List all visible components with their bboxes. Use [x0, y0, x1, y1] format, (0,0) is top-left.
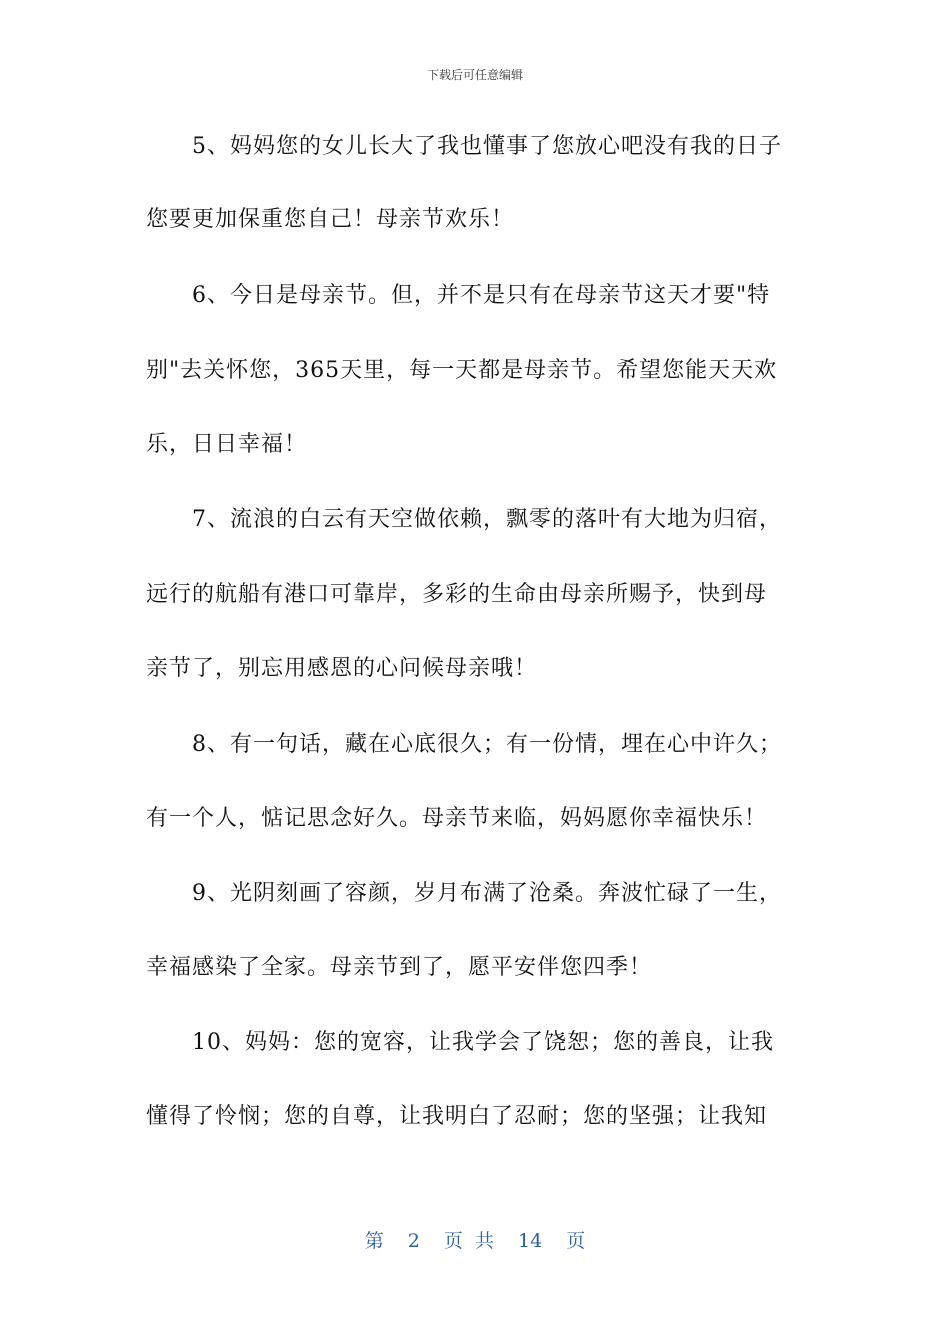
paragraph-9-line-2: 幸福感染了全家。母亲节到了，愿平安伴您四季！: [146, 955, 653, 980]
footer-prefix: 第: [364, 1230, 384, 1252]
paragraph-8-line-2: 有一个人，惦记思念好久。母亲节来临，妈妈愿你幸福快乐！: [146, 806, 768, 831]
footer-middle: 页 共: [443, 1230, 494, 1252]
footer-suffix: 页: [566, 1230, 586, 1252]
paragraph-5-line-2: 您要更加保重您自己！母亲节欢乐！: [146, 207, 515, 232]
page-header-note: 下载后可任意编辑: [426, 68, 523, 82]
paragraph-6-line-1: 6、今日是母亲节。但，并不是只有在母亲节这天才要"特: [192, 283, 771, 308]
paragraph-10-line-1: 10、妈妈：您的宽容，让我学会了饶恕；您的善良，让我: [192, 1030, 774, 1055]
footer-total-pages: 14: [518, 1230, 543, 1252]
paragraph-9-line-1: 9、光阴刻画了容颜，岁月布满了沧桑。奔波忙碌了一生，: [192, 881, 782, 906]
paragraph-7-line-1: 7、流浪的白云有天空做依赖，飘零的落叶有大地为归宿，: [192, 507, 782, 532]
page-number-footer: [0, 1226, 950, 1253]
paragraph-6-line-2: 别"去关怀您，365天里，每一天都是母亲节。希望您能天天欢: [146, 358, 778, 383]
paragraph-10-line-2: 懂得了怜悯；您的自尊，让我明白了忍耐；您的坚强；让我知: [146, 1104, 768, 1129]
paragraph-5-line-1: 5、妈妈您的女儿长大了我也懂事了您放心吧没有我的日子: [192, 134, 782, 159]
paragraph-7-line-2: 远行的航船有港口可靠岸，多彩的生命由母亲所赐予，快到母: [146, 582, 768, 607]
footer-current-page: 2: [407, 1230, 420, 1252]
paragraph-7-line-3: 亲节了，别忘用感恩的心问候母亲哦！: [146, 656, 538, 681]
paragraph-6-line-3: 乐，日日幸福！: [146, 432, 308, 457]
paragraph-8-line-1: 8、有一句话，藏在心底很久；有一份情，埋在心中许久；: [192, 732, 782, 757]
